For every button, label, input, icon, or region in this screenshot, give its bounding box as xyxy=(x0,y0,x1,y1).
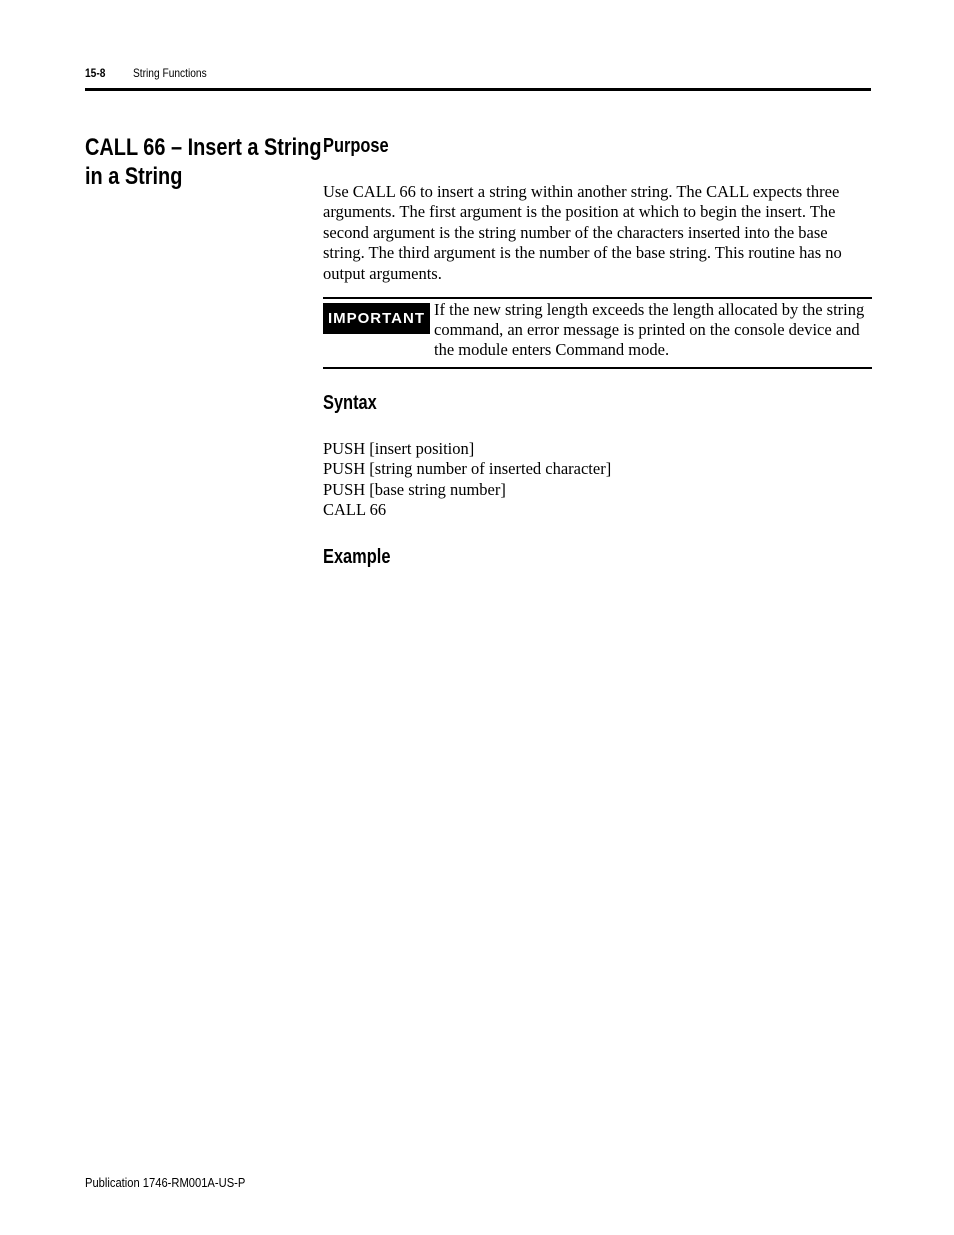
important-bottom-rule xyxy=(323,367,872,369)
section-title: CALL 66 – Insert a String in a String xyxy=(85,134,322,190)
syntax-line: CALL 66 xyxy=(323,500,387,519)
important-top-rule xyxy=(323,297,872,299)
syntax-line: PUSH [string number of inserted character] xyxy=(323,459,612,478)
syntax-line: PUSH [base string number] xyxy=(323,480,506,499)
purpose-heading: Purpose xyxy=(323,135,389,157)
important-label: IMPORTANT xyxy=(323,303,430,334)
example-heading: Example xyxy=(323,546,391,568)
purpose-text: Use CALL 66 to insert a string within another string. The CALL expects three arguments. The first argument is the position at which to begin the insert. The second argument is the string number of the characters inserted into the base string. The third argument is the number of the base string. This routine has no output arguments. xyxy=(323,182,842,283)
syntax-heading: Syntax xyxy=(323,392,377,414)
page-number: 15-8 xyxy=(85,66,106,80)
important-text: If the new string length exceeds the length allocated by the string command, an error message is printed on the console device and the module enters Command mode. xyxy=(434,300,865,359)
chapter-title: String Functions xyxy=(133,66,207,80)
publication-footer: Publication 1746-RM001A-US-P xyxy=(85,1175,246,1190)
header-divider xyxy=(85,88,871,91)
syntax-line: PUSH [insert position] xyxy=(323,439,475,458)
